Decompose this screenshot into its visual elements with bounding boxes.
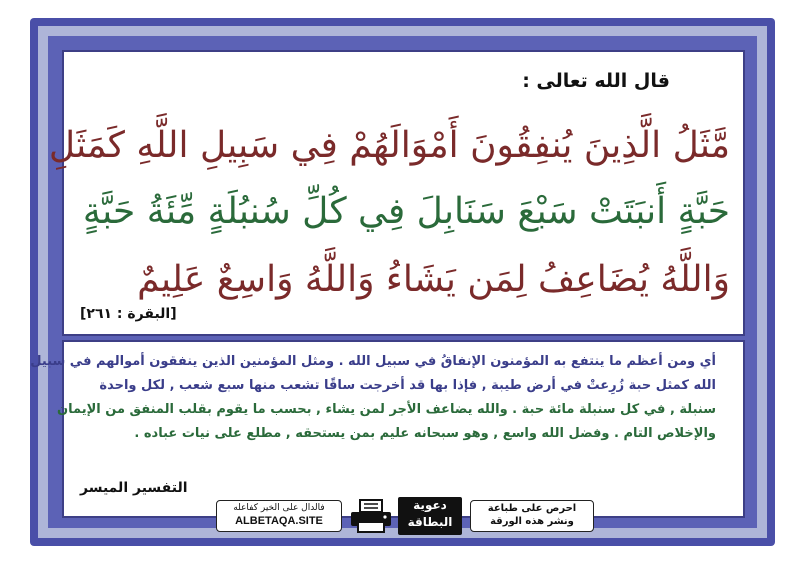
tafsir-line-4: والإخلاص التام . وفضل الله واسع , وهو سبحانه عليم بمن يستحقه , مطلع على نيات عباده .	[134, 426, 716, 441]
albetaqa-logo: دعوية البطاقة	[398, 497, 462, 535]
tafsir-line-2: الله كمثل حبة زُرِعتْ في أرض طيبة , فإذا بها قد أخرجت ساقًا تشعب منها سبع شعب , لكل واحدة	[99, 378, 716, 393]
print-reminder-line-2: ونشر هذه الورقة	[490, 516, 574, 527]
print-reminder-box	[470, 500, 594, 532]
print-reminder-line-1: احرص على طباعة	[487, 503, 577, 514]
verse-line-2: حَبَّةٍ أَنبَتَتْ سَبْعَ سَنَابِلَ فِي كُلِّ سُنبُلَةٍ مِّئَةُ حَبَّةٍ	[82, 191, 730, 232]
website-box[interactable]	[216, 500, 342, 532]
printer-icon	[348, 498, 394, 534]
verse-reference: [البقرة : ٢٦١]	[80, 306, 177, 322]
verse-line-1: مَّثَلُ الَّذِينَ يُنفِقُونَ أَمْوَالَهُمْ فِي سَبِيلِ اللَّهِ كَمَثَلِ	[48, 125, 730, 166]
verse-line-3: وَاللَّهُ يُضَاعِفُ لِمَن يَشَاءُ وَاللَّهُ وَاسِعٌ عَلِيمٌ	[137, 259, 730, 300]
website-url[interactable]: ALBETAQA.SITE	[235, 515, 323, 527]
tafsir-line-3: سنبلة , في كل سنبلة مائة حبة . والله يضاعف الأجر لمن يشاء , بحسب ما يقوم بقلب المنفق من الإيمان	[57, 402, 716, 417]
heading: قال الله تعالى :	[522, 70, 670, 92]
website-caption: فالدال على الخير كفاعله	[233, 503, 325, 513]
tafsir-source: التفسير الميسر	[80, 480, 188, 496]
tafsir-text	[30, 350, 716, 446]
tafsir-line-1: أي ومن أعظم ما ينتفع به المؤمنون الإنفاقُ في سبيل الله . ومثل المؤمنين الذين ينفقون أموالهم في سبيل	[30, 354, 716, 369]
